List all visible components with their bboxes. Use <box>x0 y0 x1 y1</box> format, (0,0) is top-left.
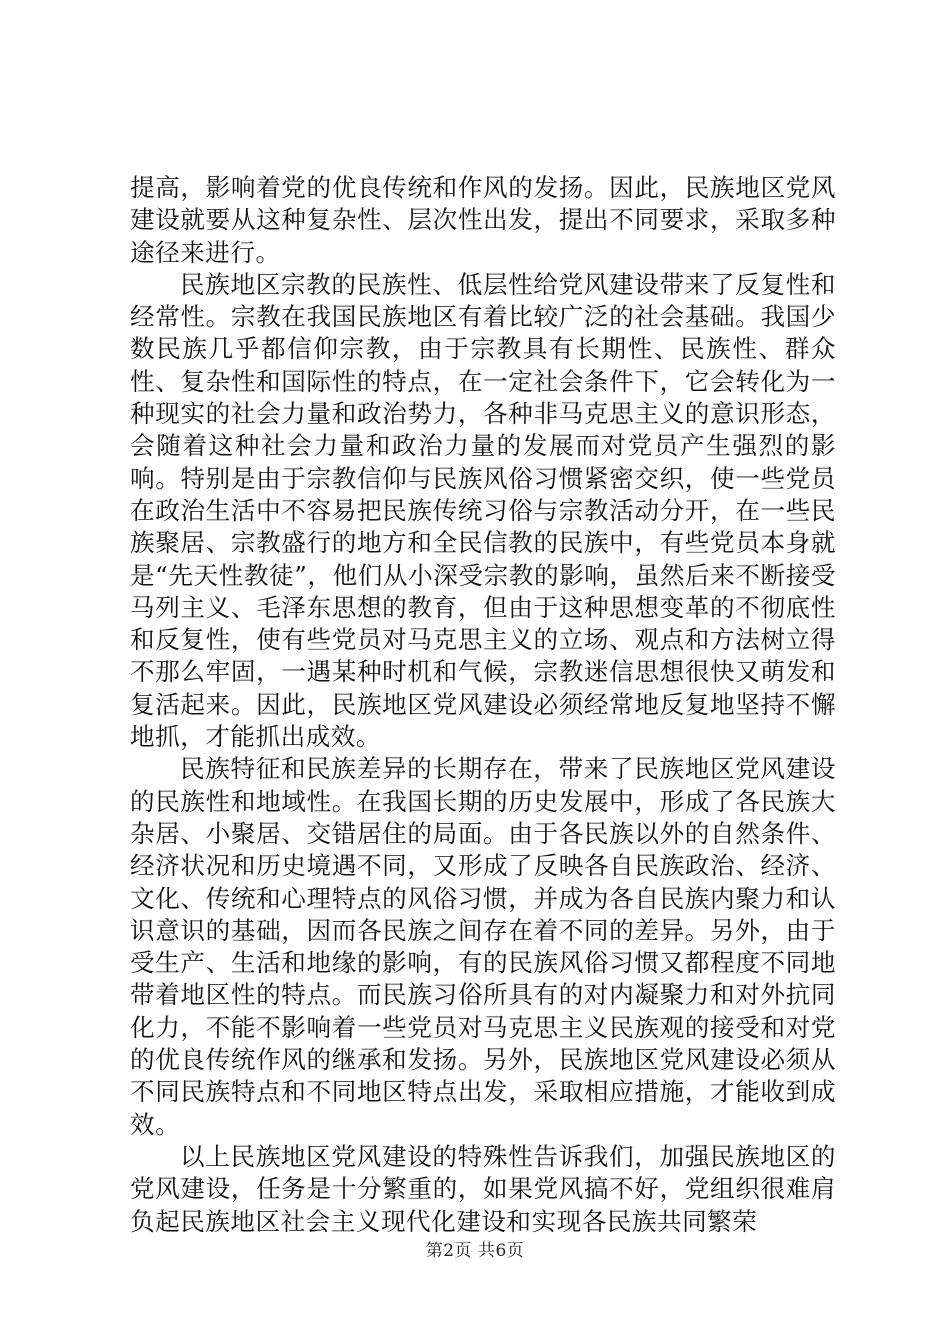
document-body <box>130 172 836 1238</box>
paragraph-3: 民族特征和民族差异的长期存在，带来了民族地区党风建设的民族性和地域性。在我国长期的历史发展中，形成了各民族大杂居、小聚居、交错居住的局面。由于各民族以外的自然条件、经济状况和历史境遇不同，又形成了反映各自民族政治、经济、文化、传统和心理特点的风俗习惯，并成为各自民族内聚力和认识意识的基础，因而各民族之间存在着不同的差异。另外，由于受生产、生活和地缘的影响，有的民族风俗习惯又都程度不同地带着地区性的特点。而民族习俗所具有的对内凝聚力和对外抗同化力，不能不影响着一些党员对马克思主义民族观的接受和对党的优良传统作风的继承和发扬。另外，民族地区党风建设必须从不同民族特点和不同地区特点出发，采取相应措施，才能收到成效。 <box>130 754 836 1139</box>
paragraph-1: 提高，影响着党的优良传统和作风的发扬。因此，民族地区党风建设就要从这种复杂性、层次性出发，提出不同要求，采取多种途径来进行。 <box>130 173 836 267</box>
page-number-footer: 第2页 共6页 <box>425 1241 525 1261</box>
paragraph-2: 民族地区宗教的民族性、低层性给党风建设带来了反复性和经常性。宗教在我国民族地区有着比较广泛的社会基础。我国少数民族几乎都信仰宗教，由于宗教具有长期性、民族性、群众性、复杂性和国际性的特点，在一定社会条件下，它会转化为一种现实的社会力量和政治势力，各种非马克思主义的意识形态，会随着这种社会力量和政治力量的发展而对党员产生强烈的影响。特别是由于宗教信仰与民族风俗习惯紧密交织，使一些党员在政治生活中不容易把民族传统习俗与宗教活动分开，在一些民族聚居、宗教盛行的地方和全民信教的民族中，有些党员本身就是“先天性教徒”，他们从小深受宗教的影响，虽然后来不断接受马列主义、毛泽东思想的教育，但由于这种思想变革的不彻底性和反复性，使有些党员对马克思主义的立场、观点和方法树立得不那么牢固，一遇某种时机和气候，宗教迷信思想很快又萌发和复活起来。因此，民族地区党风建设必须经常地反复地坚持不懈地抓，才能抓出成效。 <box>130 269 836 752</box>
paragraph-4: 以上民族地区党风建设的特殊性告诉我们，加强民族地区的党风建设，任务是十分繁重的，如果党风搞不好，党组织很难肩负起民族地区社会主义现代化建设和实现各民族共同繁荣 <box>130 1141 836 1236</box>
